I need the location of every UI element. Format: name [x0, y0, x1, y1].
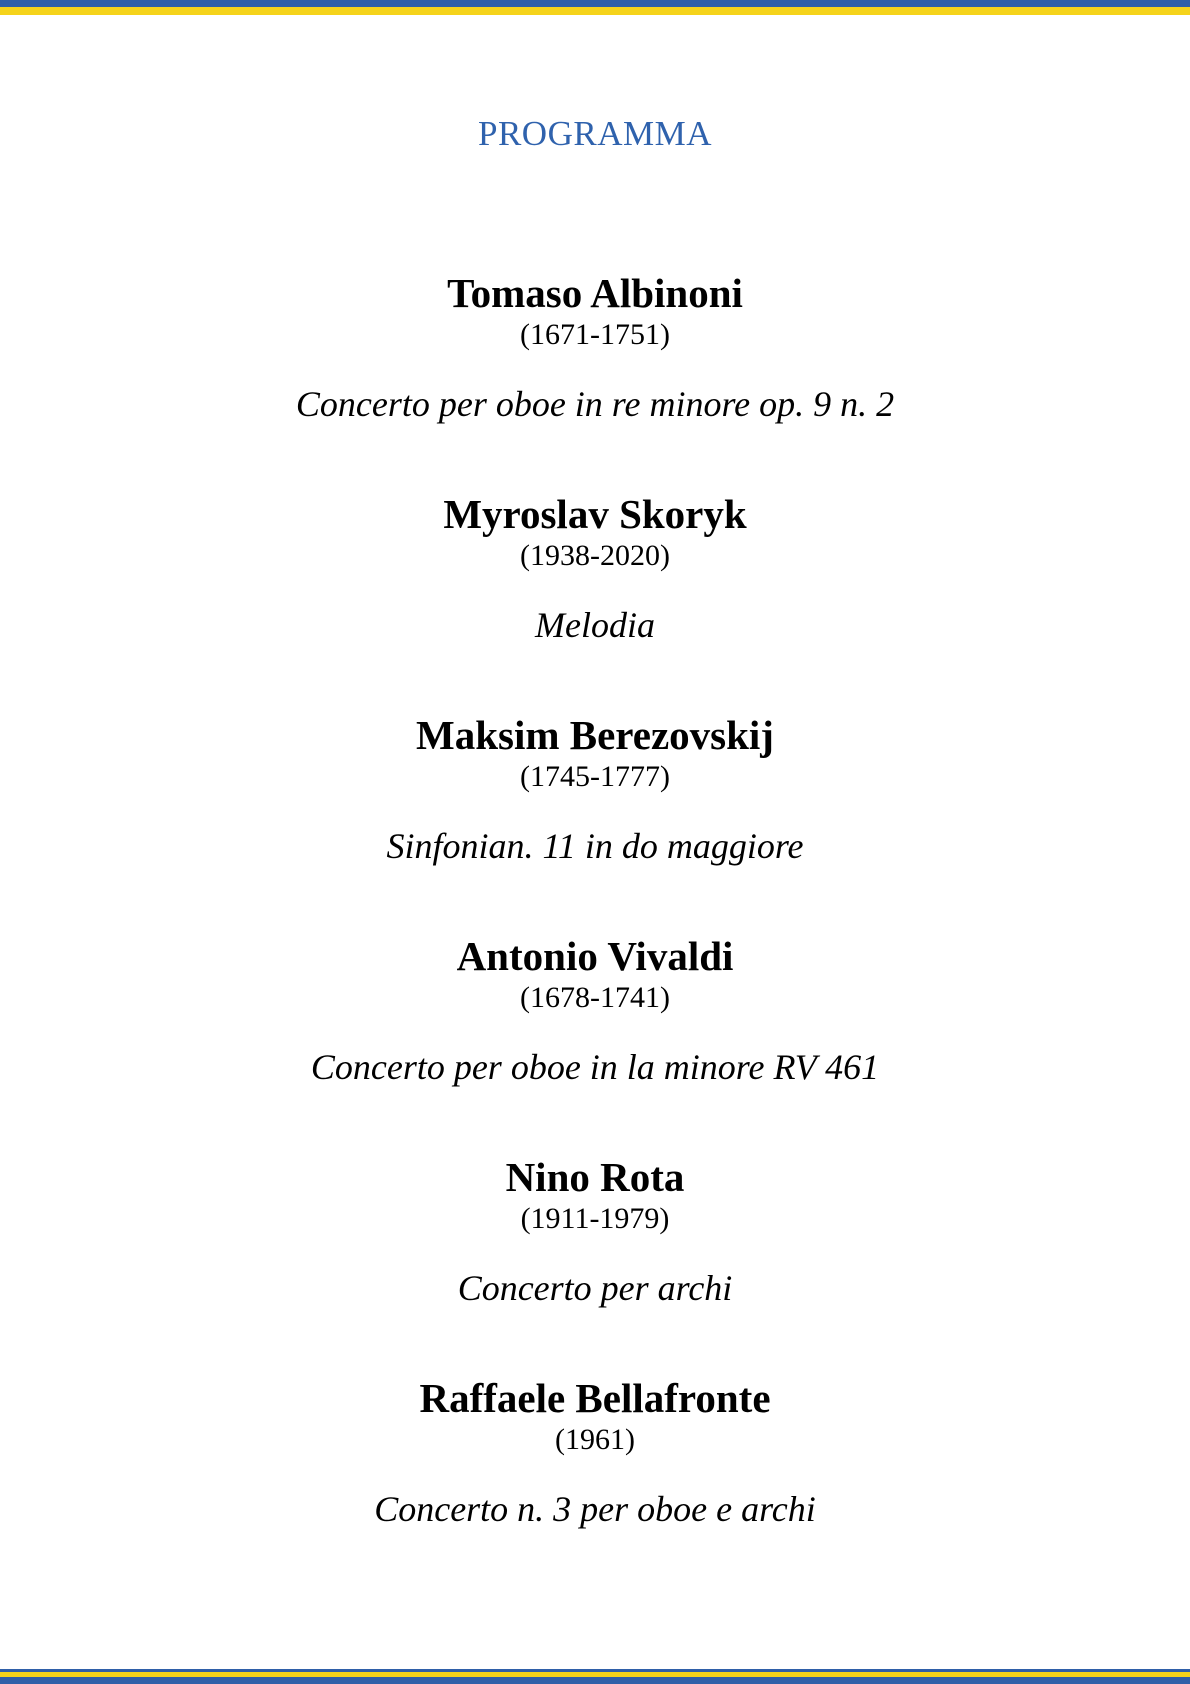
work-title: Sinfonian. 11 in do maggiore [386, 826, 804, 866]
composer-name: Antonio Vivaldi [456, 933, 734, 979]
top-border-blue [0, 0, 1190, 7]
program-entry [0, 489, 1190, 710]
composer-dates: (1678-1741) [520, 981, 670, 1014]
work-title: Concerto n. 3 per oboe e archi [374, 1489, 816, 1529]
composer-name: Myroslav Skoryk [443, 491, 747, 537]
program-entry [0, 1152, 1190, 1373]
composer-name: Maksim Berezovskij [416, 712, 774, 758]
composer-dates: (1961) [555, 1423, 635, 1456]
program-entry [0, 710, 1190, 931]
composer-name: Tomaso Albinoni [447, 270, 743, 316]
work-title: Melodia [535, 605, 655, 645]
program-entry [0, 1373, 1190, 1594]
composer-name: Raffaele Bellafronte [419, 1375, 771, 1421]
composer-dates: (1938-2020) [520, 539, 670, 572]
bottom-border-blue [0, 1677, 1190, 1684]
program-entry [0, 268, 1190, 489]
program-entry [0, 931, 1190, 1152]
page-title: PROGRAMMA [478, 114, 712, 153]
work-title: Concerto per archi [457, 1268, 733, 1308]
composer-dates: (1745-1777) [520, 760, 670, 793]
top-border-yellow [0, 7, 1190, 15]
composer-name: Nino Rota [505, 1154, 685, 1200]
bottom-border-stripe [0, 1669, 1190, 1684]
work-title: Concerto per oboe in la minore RV 461 [310, 1047, 880, 1087]
work-title: Concerto per oboe in re minore op. 9 n. 2 [295, 384, 895, 424]
composer-dates: (1911-1979) [520, 1202, 670, 1235]
program-list [0, 268, 1190, 1594]
composer-dates: (1671-1751) [520, 318, 670, 351]
top-border-stripe [0, 0, 1190, 15]
